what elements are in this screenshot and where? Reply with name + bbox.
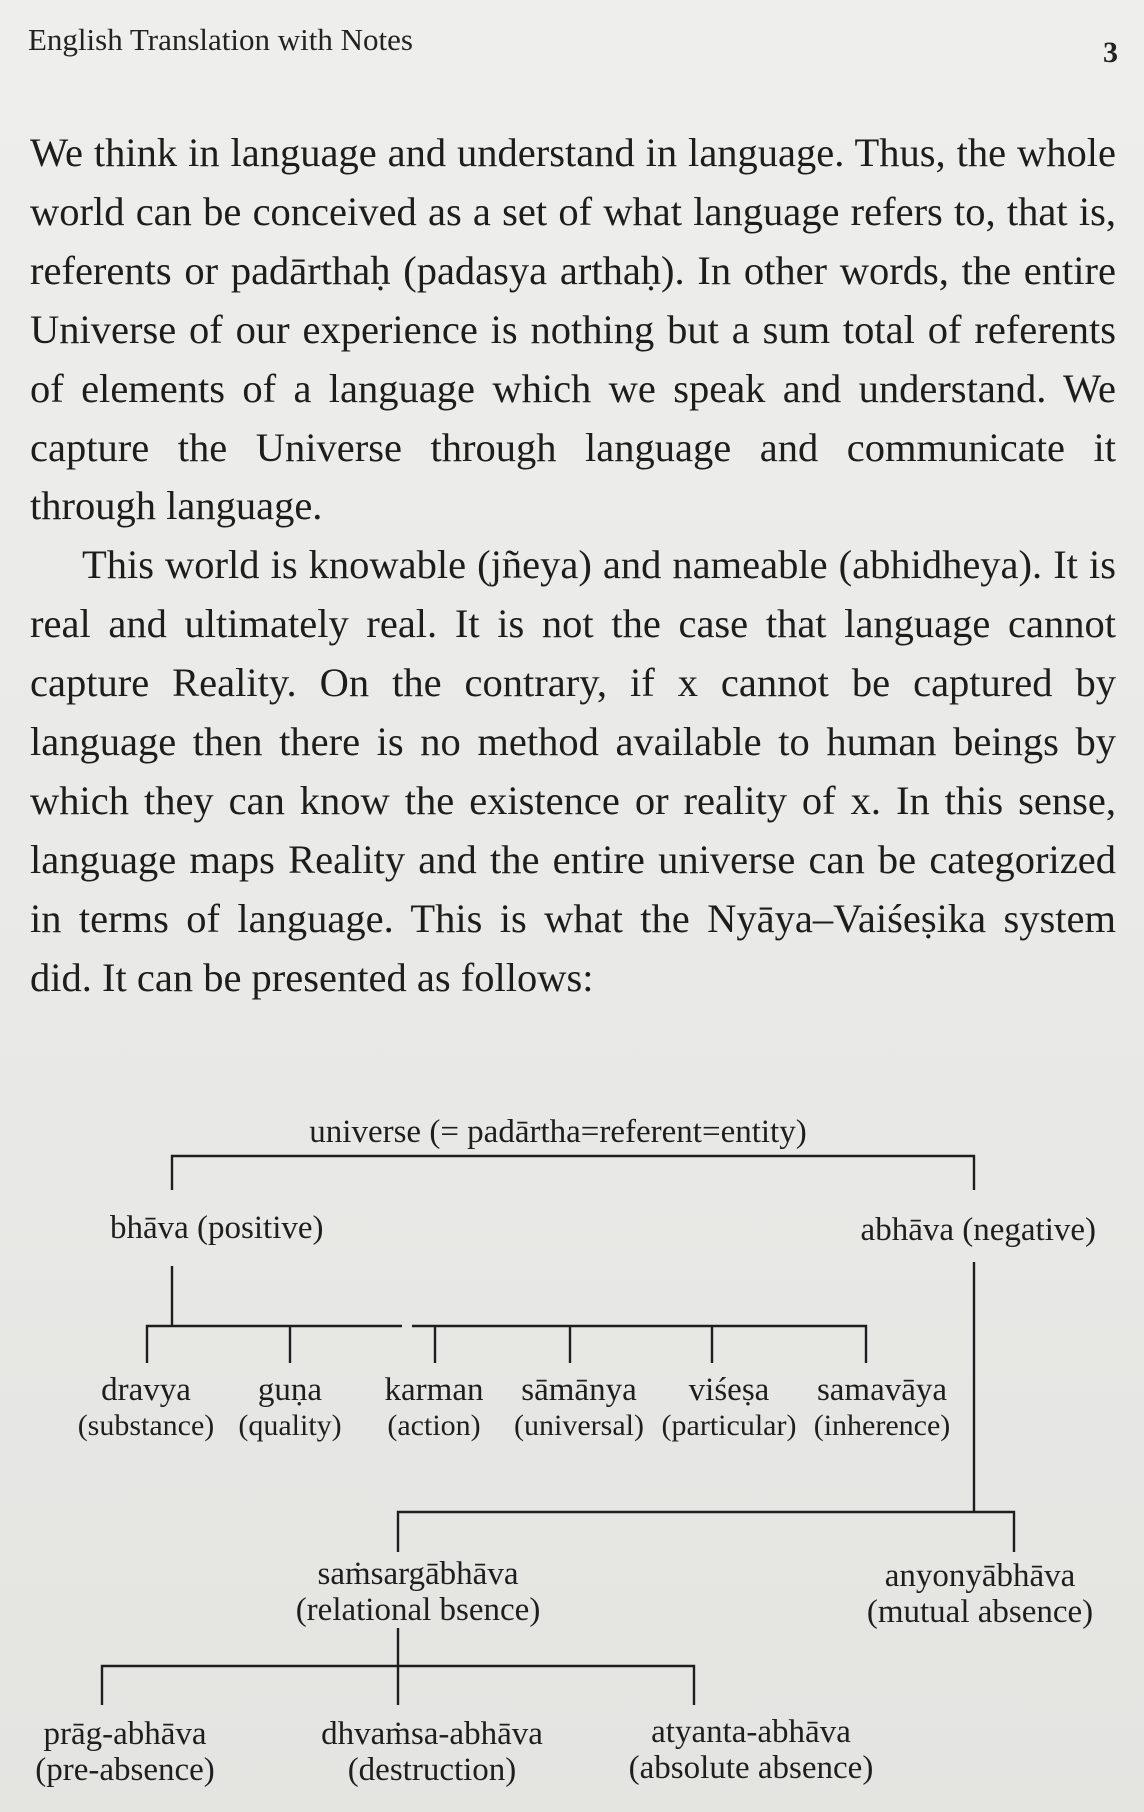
running-head-title: English Translation with Notes (28, 22, 413, 57)
category-guna: guṇa (quality) (238, 1372, 342, 1442)
root-bracket (172, 1156, 974, 1190)
categories-bracket-right (412, 1326, 866, 1363)
category-karman: karman (action) (384, 1372, 484, 1442)
absence-anyonyabhava: anyonyābhāva (mutual absence) (866, 1558, 1094, 1630)
categories-bracket (147, 1326, 402, 1363)
absence-samsargabhava: saṁsargābhāva (relational bsence) (295, 1556, 541, 1628)
relational-prag-abhava: prāg-abhāva (pre-absence) (35, 1716, 215, 1788)
paragraph: We think in language and understand in language. Thus, the whole world can be conceived as a set of what language refers to, that is, referents or padārthaḥ (padasya arthaḥ). In other words, the entire Universe of our experience is nothing but a sum total of referents of elements of a language which we speak and understand. We capture the Universe through language and communicate it through language. (30, 130, 1116, 529)
page-number: 3 (1103, 36, 1118, 69)
abhava-node: abhāva (negative) (860, 1212, 1096, 1248)
category-visesa: viśeṣa (particular) (661, 1372, 797, 1442)
root-node: universe (= padārtha=referent=entity) (309, 1114, 807, 1150)
bhava-node: bhāva (positive) (110, 1210, 324, 1246)
category-samanya: sāmānya (universal) (514, 1372, 644, 1442)
paragraph: This world is knowable (jñeya) and nameable (abhidheya). It is real and ultimately real. It is not the case that language cannot capture Reality. On the contrary, if x cannot be captured by language then there is no method available to human beings by which they can know the existence or reality of x. In this sense, language maps Reality and the entire universe can be categorized in terms of language. This is what the Nyāya–Vaiśeṣika system did. It can be presented as follows: (30, 542, 1116, 1000)
absences-bracket (398, 1512, 1014, 1552)
relational-dhvamsa-abhava: dhvaṁsa-abhāva (destruction) (321, 1716, 543, 1788)
category-dravya: dravya (substance) (77, 1372, 215, 1442)
relational-atyanta-abhava: atyanta-abhāva (absolute absence) (628, 1714, 874, 1786)
category-samavaya: samavāya (inherence) (813, 1372, 951, 1442)
